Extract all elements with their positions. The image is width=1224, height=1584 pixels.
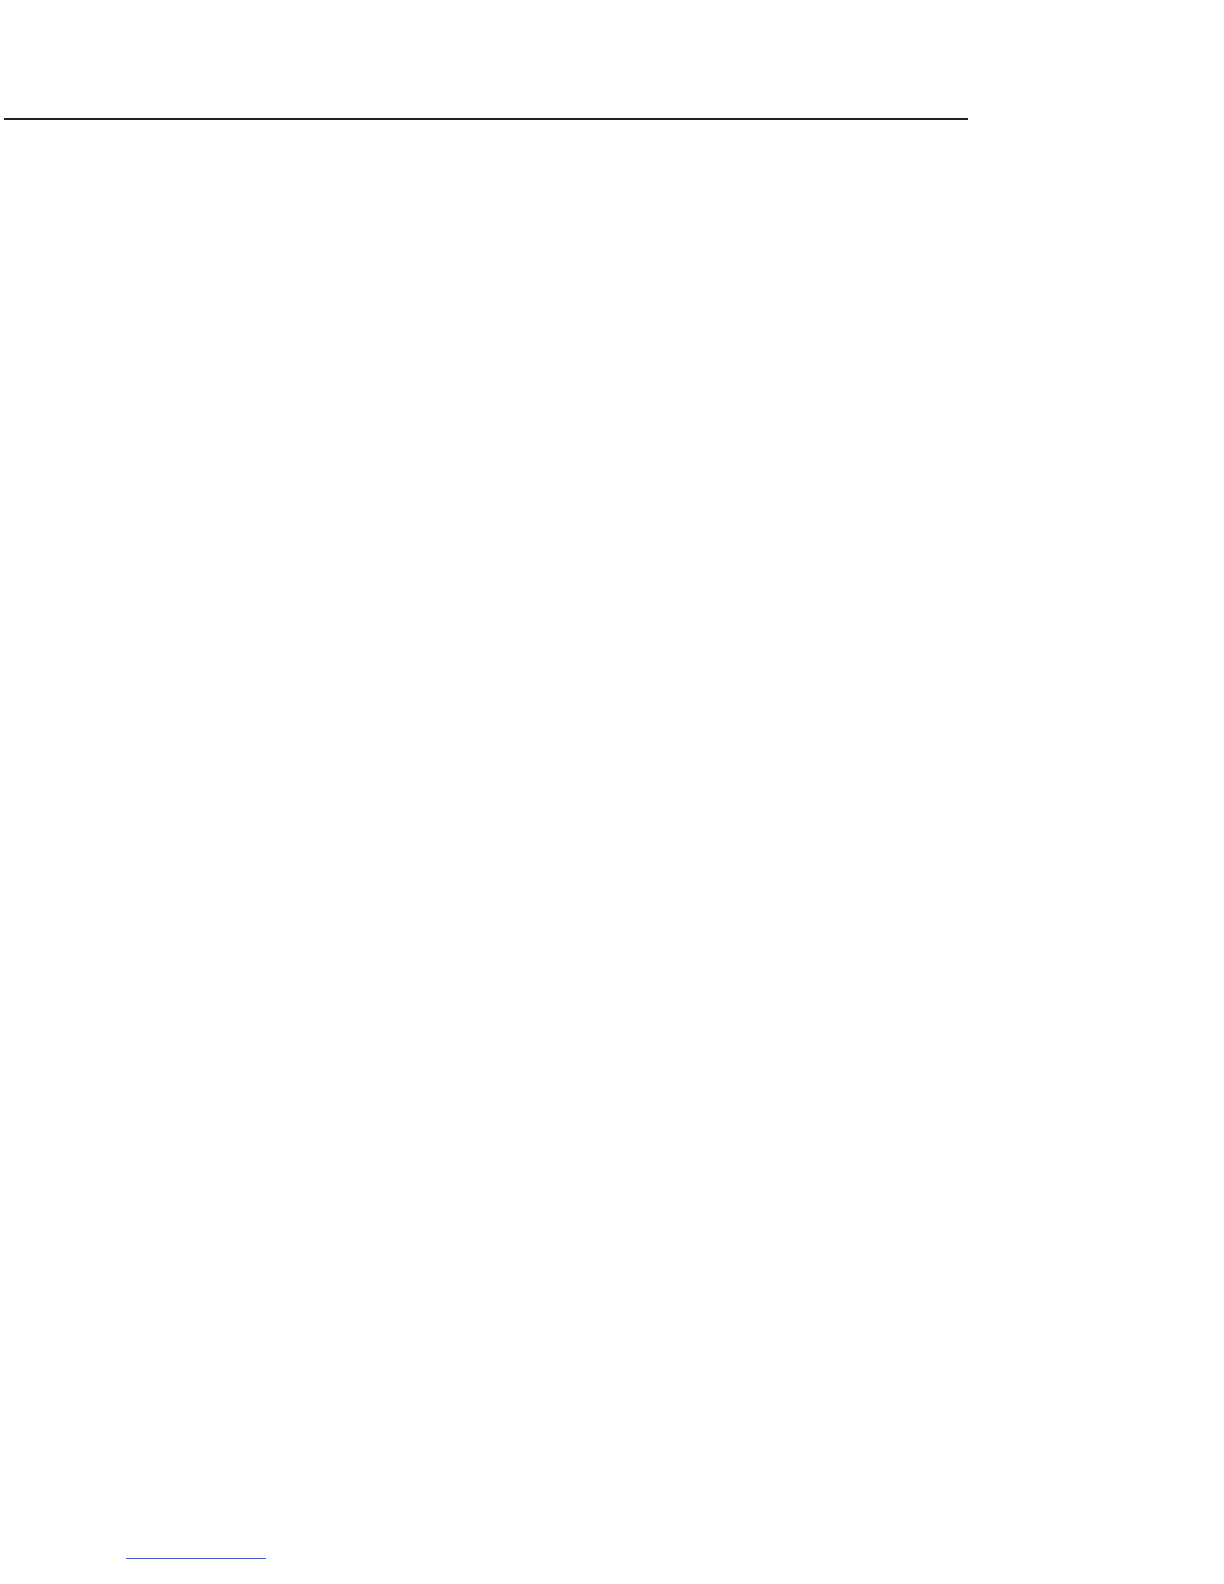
title-rule [4,118,968,120]
table-of-contents [126,166,972,188]
footer-rule [126,1558,266,1559]
